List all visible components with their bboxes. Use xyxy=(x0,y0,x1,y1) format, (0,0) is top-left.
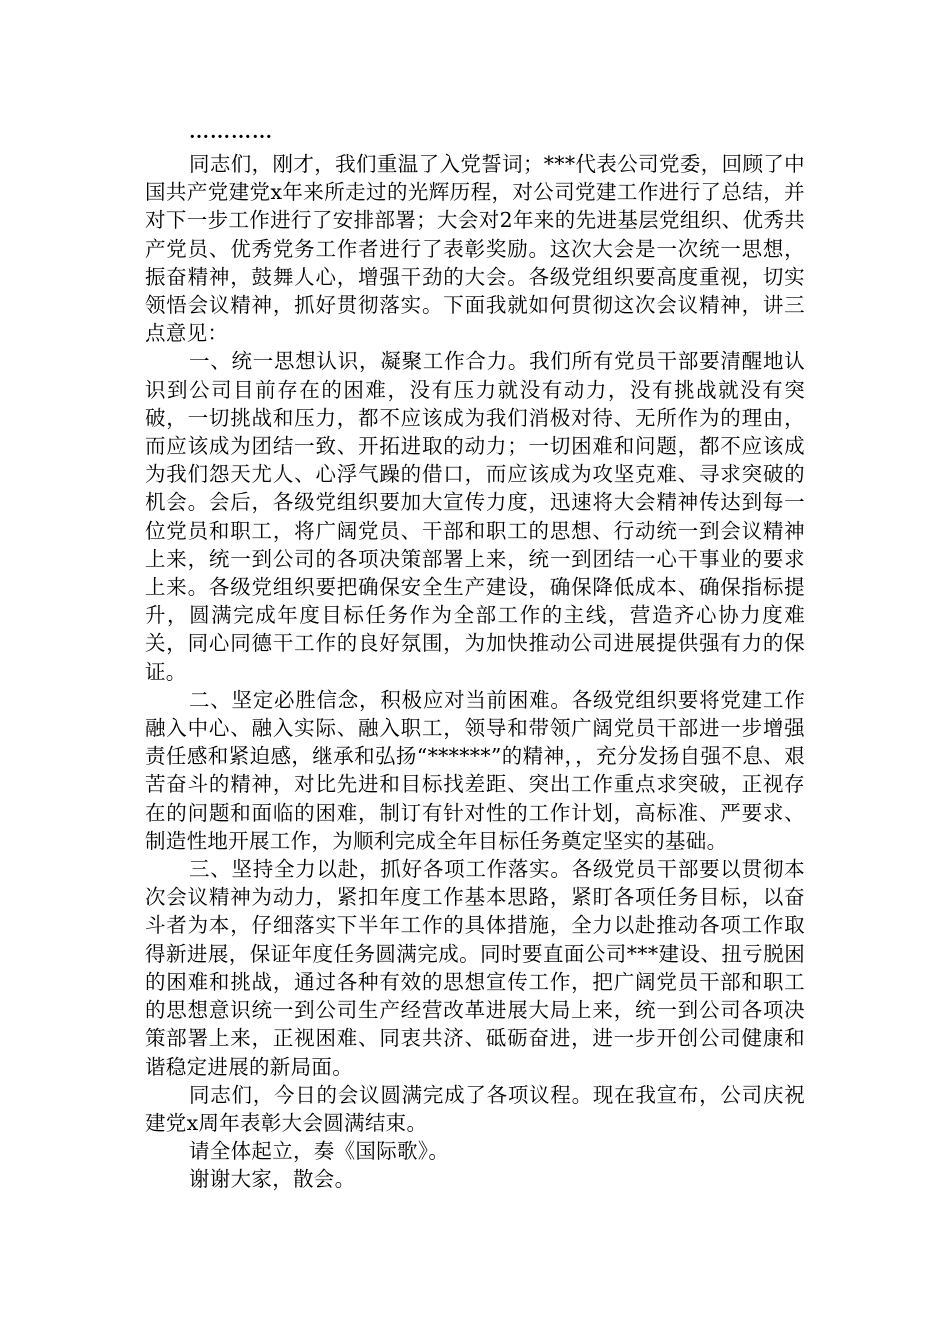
paragraph-point-two: 二、坚定必胜信念，积极应对当前困难。各级党组织要将党建工作融入中心、融入实际、融入职工，领导和带领广阔党员干部进一步增强责任感和紧迫感，继承和弘扬“******”的精神，，充分发扬自强不息、艰苦奋斗的精神，对比先进和目标找差距、突出工作重点求突破，正视存在的问题和面临的困难，制订有针对性的工作计划，高标准、严要求、制造性地开展工作，为顺利完成全年目标任务奠定坚实的基础。 xyxy=(145,687,805,853)
ellipsis-marker: ………… xyxy=(189,121,273,143)
paragraph-closing: 同志们，今日的会议圆满完成了各项议程。现在我宣布，公司庆祝建党x周年表彰大会圆满结束。 xyxy=(145,1082,805,1135)
paragraph-anthem: 请全体起立，奏《国际歌》。 xyxy=(189,1139,450,1164)
paragraph-opening: 同志们，刚才，我们重温了入党誓词；***代表公司党委，回顾了中国共产党建党x年来所走过的光辉历程，对公司党建工作进行了总结，并对下一步工作进行了安排部署；大会对2年来的先进基层党组织、优秀共产党员、优秀党务工作者进行了表彰奖励。这次大会是一次统一思想，振奋精神，鼓舞人心，增强干劲的大会。各级党组织要高度重视，切实领悟会议精神，抓好贯彻落实。下面我就如何贯彻这次会议精神，讲三点意见： xyxy=(145,152,805,346)
paragraph-point-three: 三、坚持全力以赴，抓好各项工作落实。各级党员干部要以贯彻本次会议精神为动力，紧扣年度工作基本思路，紧盯各项任务目标，以奋斗者为本，仔细落实下半年工作的具体措施，全力以赴推动各项工作取得新进展，保证年度任务圆满完成。同时要直面公司***建设、扭亏脱困的困难和挑战，通过各种有效的思想宣传工作，把广阔党员干部和职工的思想意识统一到公司生产经营改革进展大局上来，统一到公司各项决策部署上来，正视困难、同衷共济、砥砺奋进，进一步开创公司健康和谐稳定进展的新局面。 xyxy=(145,857,805,1079)
document-page xyxy=(145,118,805,1194)
paragraph-point-one: 一、统一思想认识，凝聚工作合力。我们所有党员干部要清醒地认识到公司目前存在的困难，没有压力就没有动力，没有挑战就没有突破，一切挑战和压力，都不应该成为我们消极对待、无所作为的理由，而应该成为团结一致、开拓进取的动力；一切困难和问题，都不应该成为我们怨天尤人、心浮气躁的借口，而应该成为攻坚克难、寻求突破的机会。会后，各级党组织要加大宣传力度，迅速将大会精神传达到每一位党员和职工，将广阔党员、干部和职工的思想、行动统一到会议精神上来，统一到公司的各项决策部署上来，统一到团结一心干事业的要求上来。各级党组织要把确保安全生产建设，确保降低成本、确保指标提升，圆满完成年度目标任务作为全部工作的主线，营造齐心协力度难关，同心同德干工作的良好氛围，为加快推动公司进展提供强有力的保证。 xyxy=(145,349,805,684)
paragraph-dismissal: 谢谢大家，散会。 xyxy=(189,1167,356,1192)
